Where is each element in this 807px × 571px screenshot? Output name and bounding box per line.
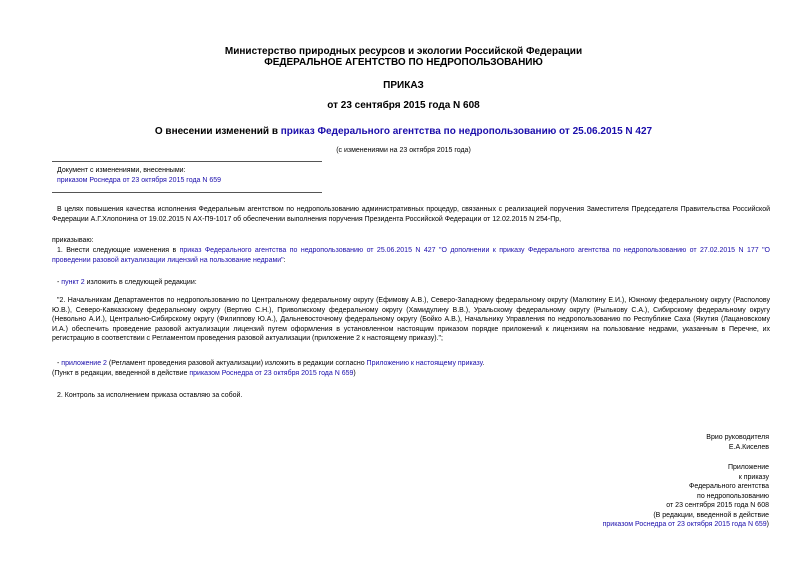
appendix-header: [603, 463, 769, 530]
divider-bottom: [52, 192, 322, 193]
quoted-point-2: "2. Начальникам Департаментов по недропользованию по Центральному федеральному округу (Ефимову А.В.), Северо-Западному федеральному округу (Малютину Е.И.), Южному федеральному округу (Располову Ю.В.), Северо-Кавказскому федеральному округу (Вертию С.Н.), Приволжскому федеральному округу (Хамидулину В.В.), Уральскому федеральному округу (Рылькову С.А.), Сибирскому федеральному округу (Невольно А.И.), Центрально-Сибирскому округу (Филиппову Ю.А.), Дальневосточному федеральному округу (Бойко А.В.), Начальнику Управления по недропользованию по Республике Саха (Якутия (Лацановскому И.А.) обеспечить проведение разовой актуализации лицензий путем оформления в установленном настоящим приказом порядке приложений к лицензиям на пользование недрами, указанным в Перечне, их регистрацию в соответствии с Регламентом проведения разовой актуализации (приложение 2 к настоящему приказу).";: [52, 297, 770, 342]
dash-2-end: .: [482, 360, 485, 367]
title-link-order-427[interactable]: приказ Федерального агентства по недропользованию от 25.06.2015 N 427: [280, 126, 653, 137]
order-word: приказываю:: [52, 237, 94, 244]
amendments-box-link[interactable]: приказом Роснедра от 23 октября 2015 года N 659: [57, 176, 222, 184]
appendix-line-7: [603, 520, 769, 530]
signature-role: Врио руководителя: [706, 434, 769, 441]
appendix-line-5: от 23 сентября 2015 года N 608: [666, 502, 769, 509]
item-2: 2. Контроль за исполнением приказа оставляю за собой.: [57, 392, 243, 399]
appendix-link-order-659[interactable]: приказом Роснедра от 23 октября 2015 года N 659: [602, 521, 767, 528]
signature-block: [706, 433, 769, 452]
appendix-line-7-end: ): [766, 521, 769, 528]
appendix-line-6: (В редакции, введенной в действие: [653, 511, 769, 519]
dash-1-marker: -: [57, 279, 62, 286]
document-type: ПРИКАЗ: [383, 80, 424, 91]
dash-2-marker: -: [57, 360, 62, 367]
link-appendix-2[interactable]: приложение 2: [61, 360, 107, 367]
amendments-box: [57, 166, 327, 185]
preamble-paragraph: В целях повышения качества исполнения Федеральным агентством по недропользованию административных процедур, связанных с реализацией поручения Заместителя Председателя Правительства Российской Федерации А.Г.Хлопонина от 19.02.2015 N АХ-П9-1017 об обеспечении выполнения поручения Президента Российской Федерации от 12.02.2015 N 254-Пр,: [52, 206, 770, 223]
item-1-end: :: [283, 256, 286, 264]
agency-name: ФЕДЕРАЛЬНОЕ АГЕНТСТВО ПО НЕДРОПОЛЬЗОВАНИЮ: [264, 57, 543, 68]
note-link-order-659[interactable]: приказом Роснедра от 23 октября 2015 года N 659: [189, 370, 354, 377]
appendix-line-1: Приложение: [727, 464, 769, 471]
divider-top: [52, 161, 322, 162]
dash-item-1: [57, 278, 197, 288]
item-1-link-order-427[interactable]: приказ Федерального агентства по недропользованию от 25.06.2015 N 427 "О дополнении к приказу Федерального агентства по недропользованию от 27.02.2015 N 177 "О проведении разовой актуализации лицензий на пользование недрами": [52, 247, 771, 264]
dash-1-text: изложить в следующей редакции:: [84, 279, 197, 286]
item-1-text: 1. Внести следующие изменения в: [57, 247, 180, 254]
document-date-number: от 23 сентября 2015 года N 608: [327, 100, 480, 111]
dash-item-2: [57, 359, 770, 369]
link-appendix-to-order[interactable]: Приложению к настоящему приказу: [366, 360, 483, 367]
note-prefix: (Пункт в редакции, введенной в действие: [52, 370, 190, 377]
dash-2-text: (Регламент проведения разовой актуализации) изложить в редакции согласно: [106, 360, 367, 367]
ministry-name: Министерство природных ресурсов и экологии Российской Федерации: [224, 46, 583, 57]
amendments-box-label: Документ с изменениями, внесенными:: [57, 167, 186, 174]
document-title: [0, 126, 807, 138]
title-prefix: О внесении изменений в: [154, 126, 281, 137]
link-point-2[interactable]: пункт 2: [61, 279, 85, 286]
appendix-line-4: по недропользованию: [697, 492, 769, 500]
edition-note-point: [52, 369, 356, 379]
note-end: ): [353, 370, 356, 377]
item-1: [52, 246, 770, 265]
edition-note: (с изменениями на 23 октября 2015 года): [336, 147, 471, 154]
signature-name: Е.А.Киселев: [728, 443, 769, 451]
appendix-line-2: к приказу: [738, 473, 769, 481]
appendix-line-3: Федерального агентства: [689, 483, 769, 490]
